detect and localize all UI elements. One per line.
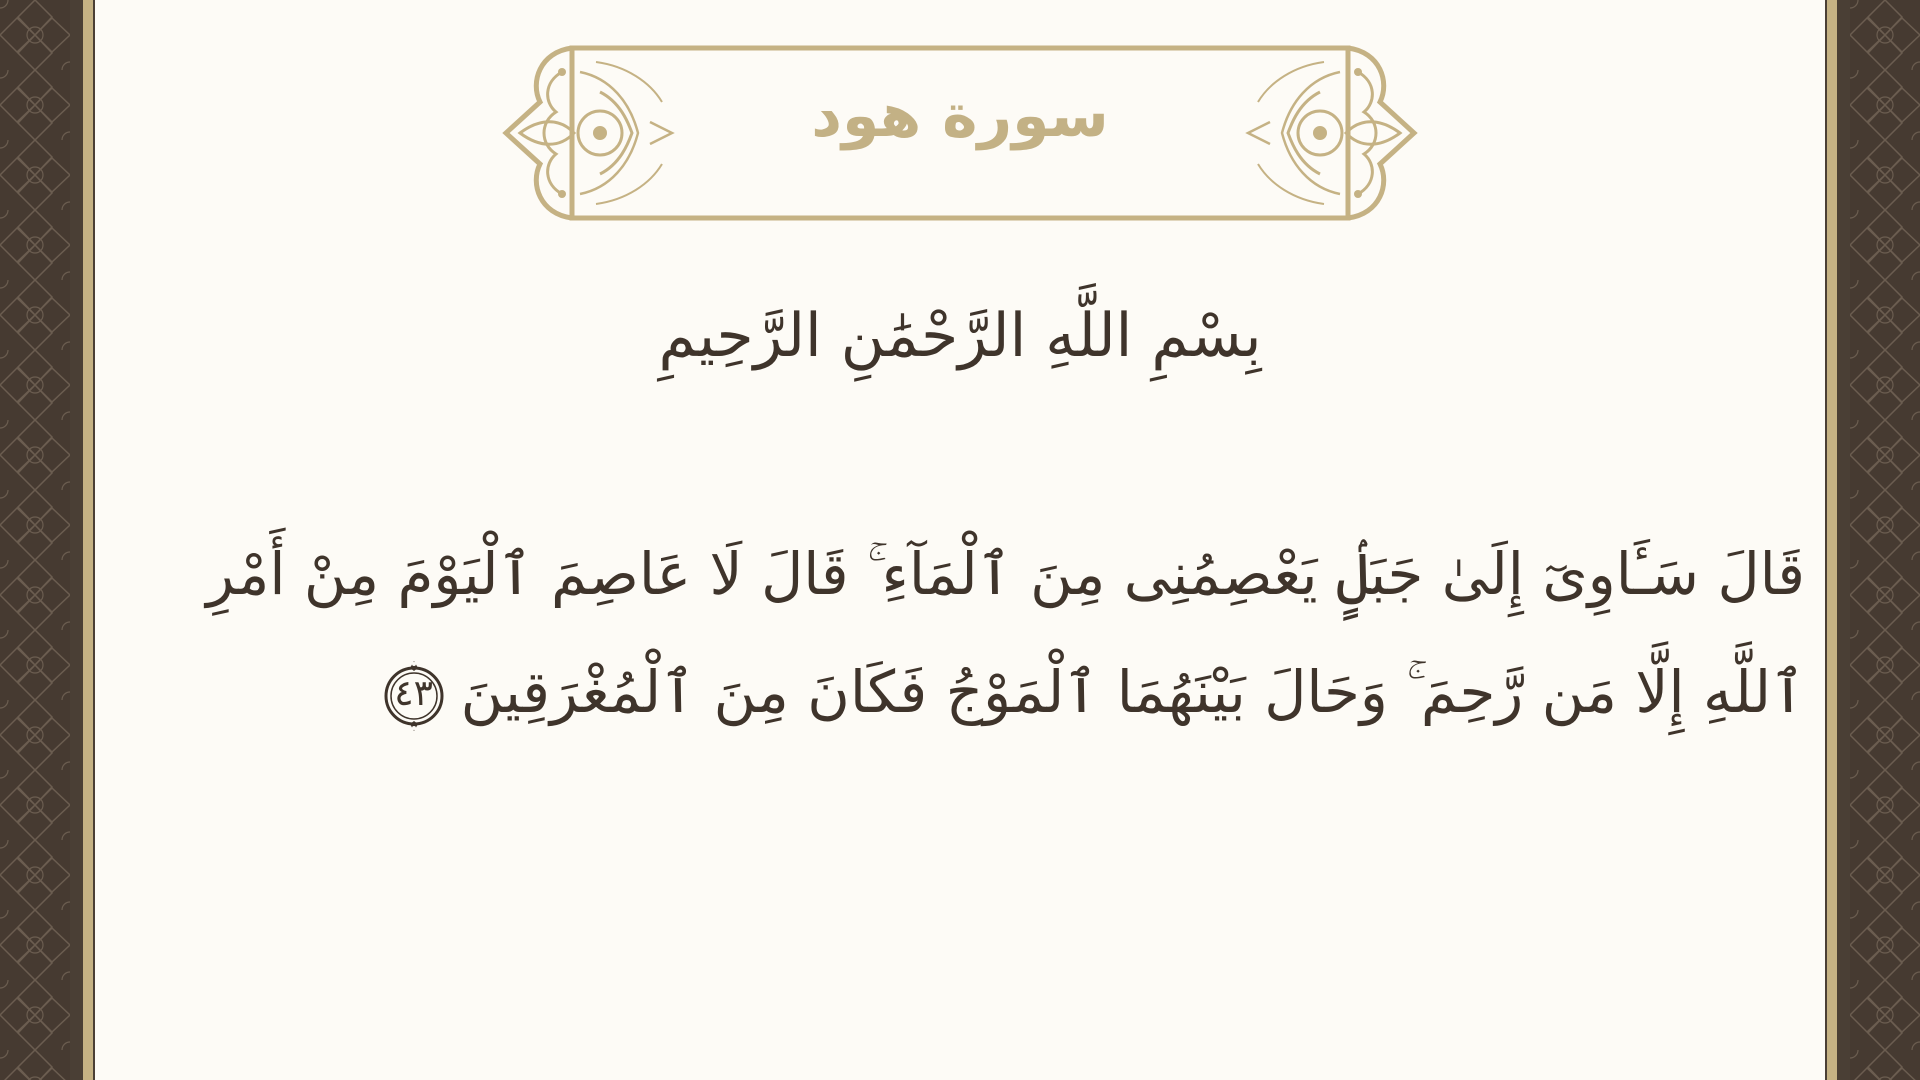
right-gold-rule [1827, 0, 1837, 1080]
verse-line-1: قَالَ سَـَٔاوِىٓ إِلَىٰ جَبَلٍۢ يَعْصِمُنِى مِنَ ٱلْمَآءِ ۚ قَالَ لَا عَاصِمَ ٱلْيَوْمَ مِنْ أَمْرِ [206, 540, 1805, 608]
geometric-lattice-icon [1850, 0, 1920, 1080]
verse-line-2-text: ٱللَّهِ إِلَّا مَن رَّحِمَ ۚ وَحَالَ بَيْنَهُمَا ٱلْمَوْجُ فَكَانَ مِنَ ٱلْمُغْرَقِينَ [460, 658, 1805, 726]
ayah-number-marker [377, 659, 451, 733]
left-border-pattern [0, 0, 70, 1080]
right-border-pattern [1850, 0, 1920, 1080]
verse-line-2 [110, 633, 1805, 751]
ayah-number: ٤٣ [394, 672, 433, 714]
verse-text [110, 515, 1805, 751]
geometric-lattice-icon [0, 0, 70, 1080]
basmala: بِسْمِ اللَّهِ الرَّحْمَٰنِ الرَّحِيمِ [658, 301, 1262, 371]
left-gold-rule [83, 0, 93, 1080]
surah-title: سورة هود [811, 81, 1109, 151]
